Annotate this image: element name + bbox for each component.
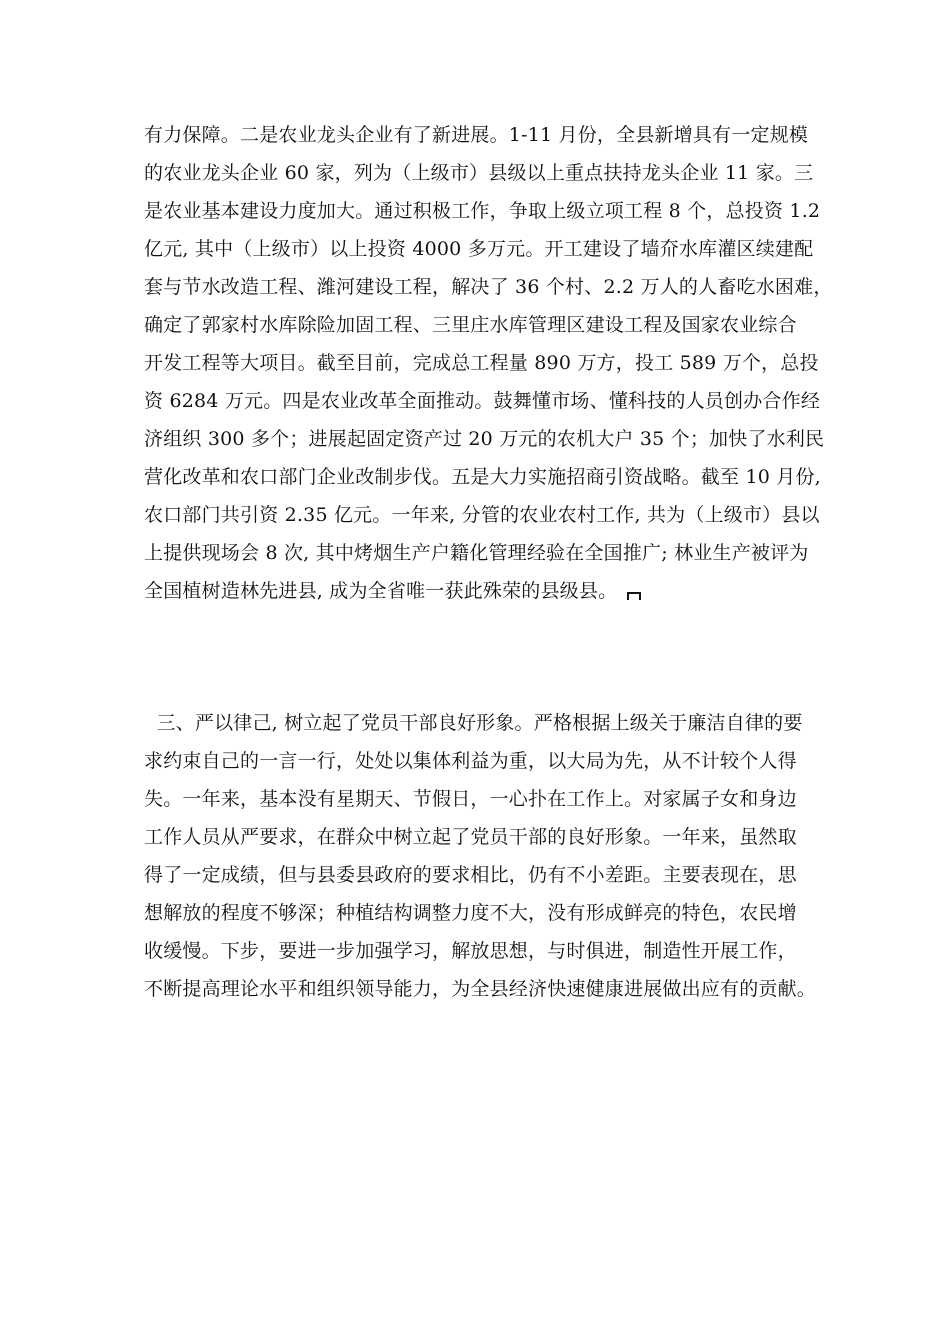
text-line: 农口部门共引资 2.35 亿元。一年来, 分管的农业农村工作, 共为（上级市）县以 <box>144 504 820 526</box>
text-line: 套与节水改造工程、潍河建设工程，解决了 36 个村、2.2 万人的人畜吃水困难， <box>144 276 833 298</box>
text-line: 是农业基本建设力度加大。通过积极工作，争取上级立项工程 8 个，总投资 1.2 <box>144 200 821 222</box>
text-line: 求约束自己的一言一行，处处以集体利益为重，以大局为先，从不计较个人得 <box>144 750 797 772</box>
text-line-last <box>144 573 641 609</box>
text-line: 开发工程等大项目。截至目前，完成总工程量 890 万方，投工 589 万个，总投 <box>144 352 819 374</box>
text-line: 确定了郭家村水库除险加固工程、三里庄水库管理区建设工程及国家农业综合 <box>144 314 797 336</box>
text-line: 想解放的程度不够深；种植结构调整力度不大，没有形成鲜亮的特色，农民增 <box>144 902 797 924</box>
text-line: 的农业龙头企业 60 家，列为（上级市）县级以上重点扶持龙头企业 11 家。三 <box>144 162 814 184</box>
text-line-content: 全国植树造林先进县, 成为全省唯一获此殊荣的县级县。 <box>144 580 618 602</box>
text-line: 三、严以律己, 树立起了党员干部良好形象。严格根据上级关于廉洁自律的要 <box>144 712 803 734</box>
text-line: 不断提高理论水平和组织领导能力，为全县经济快速健康进展做出应有的贡献。 <box>144 978 817 1000</box>
text-line: 收缓慢。下步，要进一步加强学习，解放思想，与时俱进，制造性开展工作， <box>144 940 797 962</box>
text-line: 济组织 300 多个；进展起固定资产过 20 万元的农机大户 35 个；加快了水利民 <box>144 428 825 450</box>
text-line: 营化改革和农口部门企业改制步伐。五是大力实施招商引资战略。截至 10 月份, <box>144 466 821 488</box>
section-break-icon <box>627 590 641 600</box>
text-line: 得了一定成绩，但与县委县政府的要求相比，仍有不小差距。主要表现在，思 <box>144 864 797 886</box>
text-line: 资 6284 万元。四是农业改革全面推动。鼓舞懂市场、懂科技的人员创办合作经 <box>144 390 821 412</box>
text-line: 失。一年来，基本没有星期天、节假日，一心扑在工作上。对家属子女和身边 <box>144 788 797 810</box>
text-line: 有力保障。二是农业龙头企业有了新进展。1-11 月份，全县新增具有一定规模 <box>144 124 809 146</box>
text-line: 工作人员从严要求，在群众中树立起了党员干部的良好形象。一年来，虽然取 <box>144 826 797 848</box>
text-line: 上提供现场会 8 次, 其中烤烟生产户籍化管理经验在全国推广; 林业生产被评为 <box>144 542 809 564</box>
text-line: 亿元, 其中（上级市）以上投资 4000 多万元。开工建设了墙夼水库灌区续建配 <box>144 238 814 260</box>
